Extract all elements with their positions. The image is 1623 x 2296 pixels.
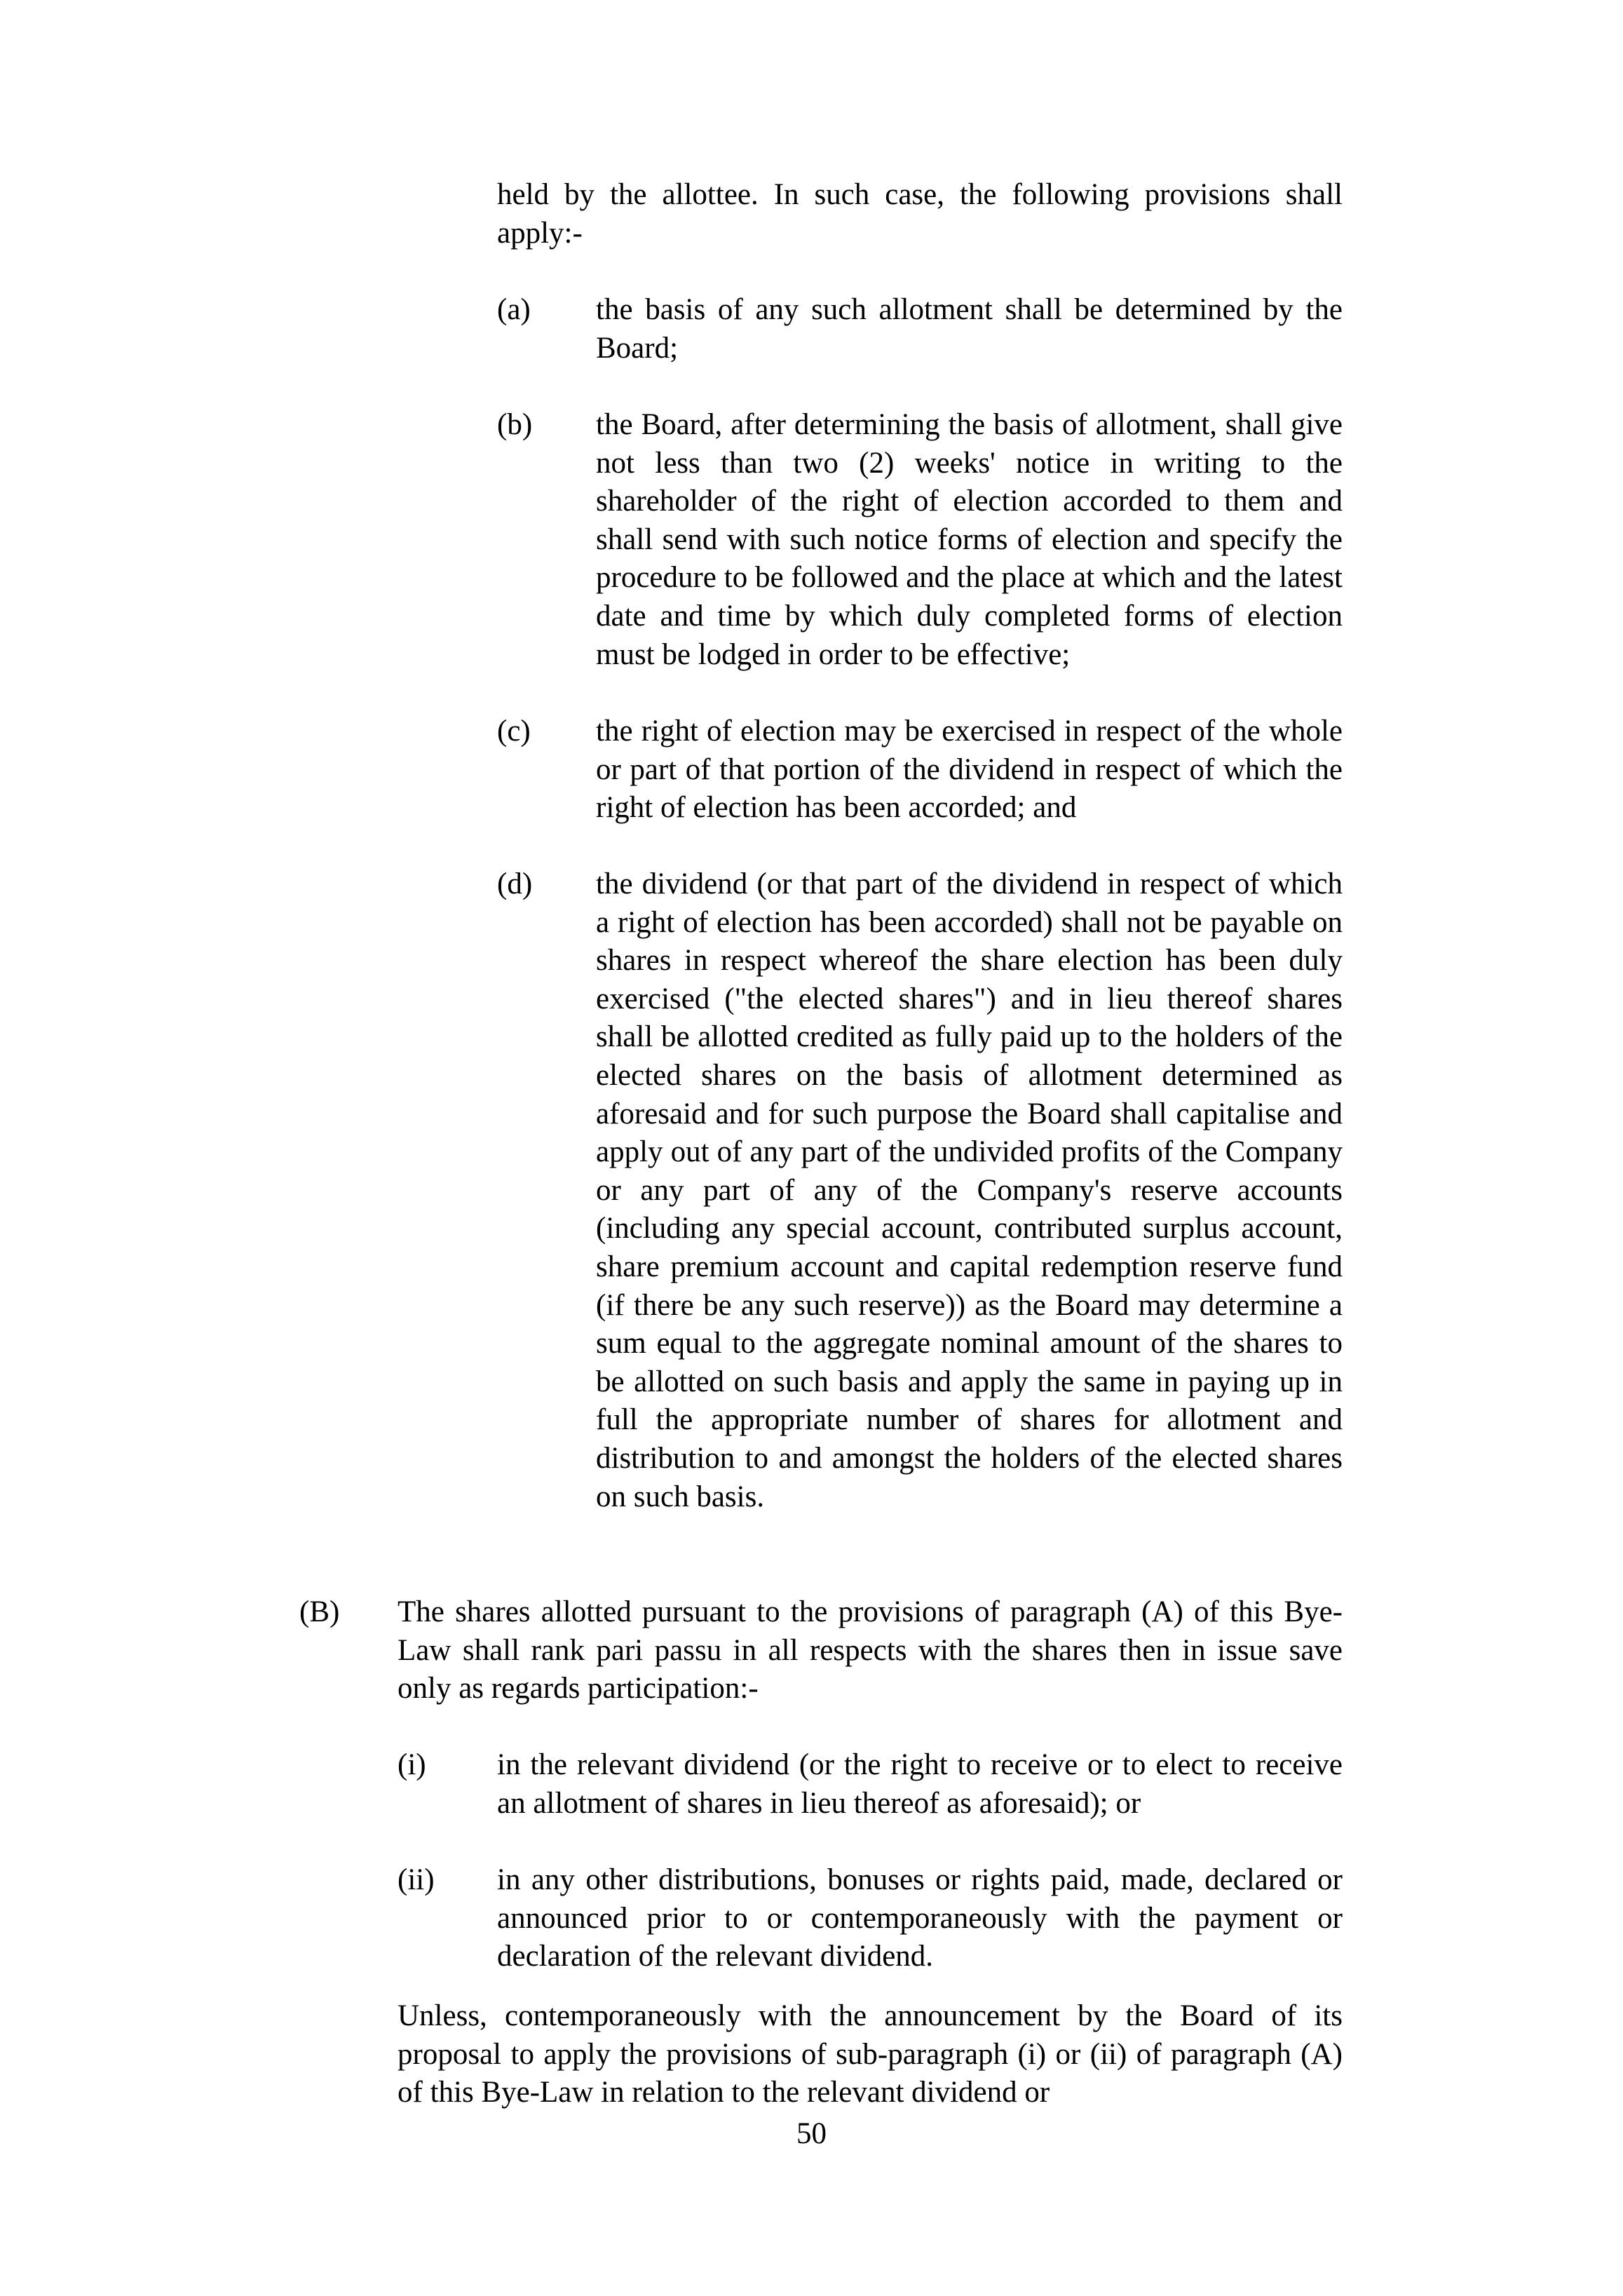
item-c-text: the right of election may be exercised in respect of the whole or part of that portion of the dividend in respect of which the right of election has been accorded; and	[596, 715, 1343, 825]
page-number: 50	[796, 2117, 827, 2150]
item-b-text: the Board, after determining the basis of allotment, shall give not less than two (2) weeks' notice in writing to the shareholder of the right of election accorded to them and shall send with such notice forms of election and specify the procedure to be followed and the place at which and the latest date and time by which duly completed forms of election must be lodged in order to be effective;	[596, 408, 1343, 671]
item-i-label: (i)	[398, 1748, 426, 1781]
item-i-text: in the relevant dividend (or the right to receive or to elect to receive an allotment of shares in lieu thereof as aforesaid); or	[497, 1748, 1343, 1820]
item-d-label: (d)	[497, 867, 533, 900]
item-a-text: the basis of any such allotment shall be determined by the Board;	[596, 293, 1343, 365]
item-ii-text: in any other distributions, bonuses or rights paid, made, declared or announced prior to or contemporaneously with the payment or declaration of the relevant dividend.	[497, 1863, 1343, 1973]
item-c-label: (c)	[497, 715, 531, 748]
item-ii-label: (ii)	[398, 1863, 435, 1896]
paragraph-b-text: The shares allotted pursuant to the provisions of paragraph (A) of this Bye-Law shall rank pari passu in all respects with the shares then in issue save only as regards participation:-	[398, 1595, 1343, 1706]
item-b-label: (b)	[497, 408, 533, 441]
intro-text: held by the allottee. In such case, the following provisions shall apply:-	[497, 178, 1343, 250]
final-paragraph: Unless, contemporaneously with the announcement by the Board of its proposal to apply the provisions of sub-paragraph (i) or (ii) of paragraph (A) of this Bye-Law in relation to the relevant dividend or	[398, 1999, 1343, 2109]
item-a-label: (a)	[497, 293, 531, 326]
paragraph-b-label: (B)	[299, 1595, 340, 1628]
item-d-text: the dividend (or that part of the dividend in respect of which a right of election has been accorded) shall not be payable on shares in respect whereof the share election has been duly exercised ("the elected shares") and in lieu thereof shares shall be allotted credited as fully paid up to the holders of the elected shares on the basis of allotment determined as aforesaid and for such purpose the Board shall capitalise and apply out of any part of the undivided profits of the Company or any part of any of the Company's reserve accounts (including any special account, contributed surplus account, share premium account and capital redemption reserve fund (if there be any such reserve)) as the Board may determine a sum equal to the aggregate nominal amount of the shares to be allotted on such basis and apply the same in paying up in full the appropriate number of shares for allotment and distribution to and amongst the holders of the elected shares on such basis.	[596, 867, 1343, 1513]
